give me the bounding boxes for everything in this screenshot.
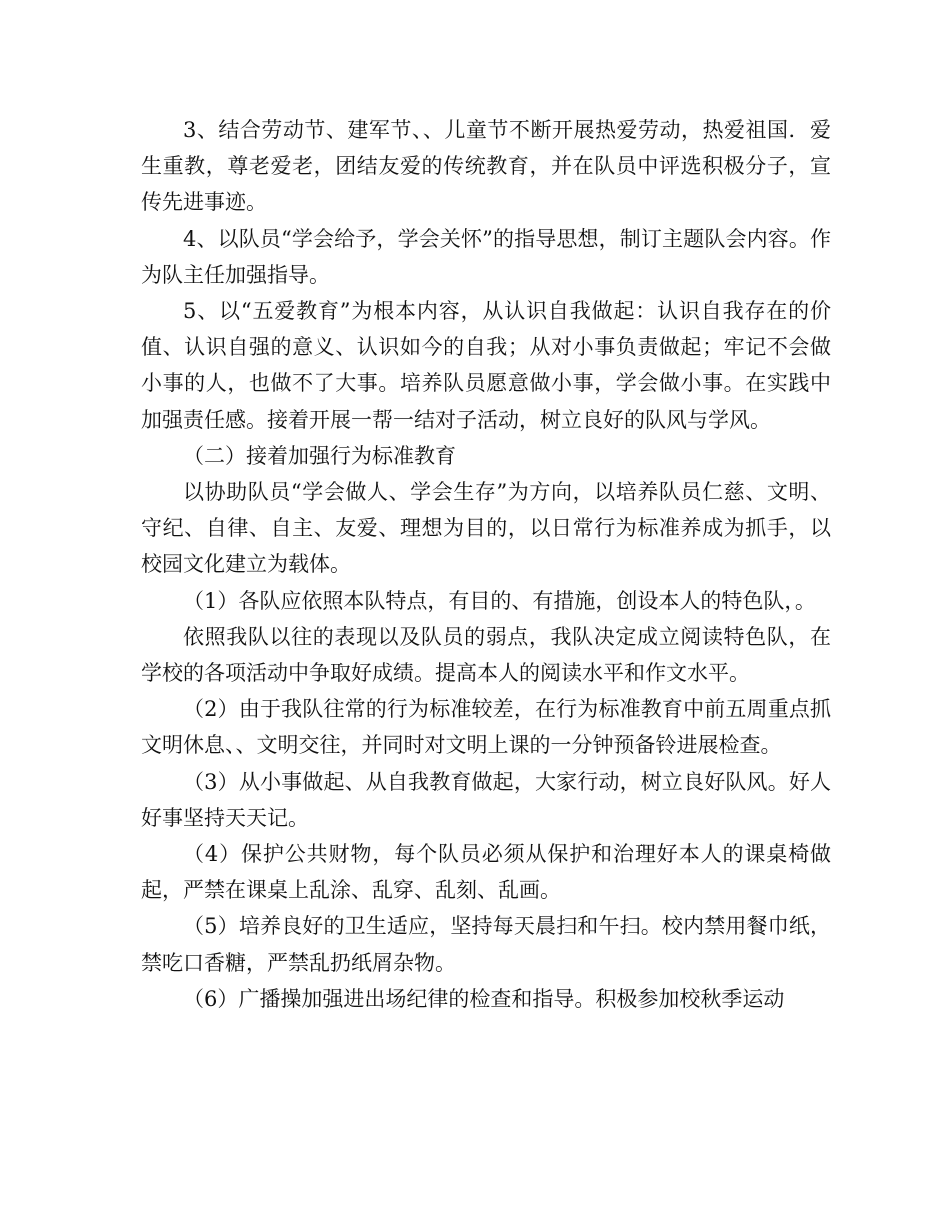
section-heading: （二）接着加强行为标准教育 bbox=[183, 443, 456, 468]
paragraph-item-3b: （3）从小事做起、从自我教育做起，大家行动，树立良好队风。好人好事坚持天天记。 bbox=[141, 769, 831, 830]
paragraph-item-4: 4、以队员“学会给予，学会关怀”的指导思想，制订主题队会内容。作为队主任加强指导。 bbox=[141, 226, 831, 287]
paragraph-item-4b: （4）保护公共财物，每个队员必须从保护和治理好本人的课桌椅做起，严禁在课桌上乱涂、乱穿、乱刻、乱画。 bbox=[141, 842, 831, 903]
paragraph-item-5: 5、以“五爱教育”为根本内容，从认识自我做起：认识自我存在的价值、认识自强的意义、认识如今的自我；从对小事负责做起；牢记不会做小事的人，也做不了大事。培养队员愿意做小事，学会做小事。在实践中加强责任感。接着开展一帮一结对子活动，树立良好的队风与学风。 bbox=[141, 299, 831, 432]
document-body bbox=[141, 112, 831, 1017]
paragraph-item-2: （2）由于我队往常的行为标准较差，在行为标准教育中前五周重点抓文明休息、、文明交往，并同时对文明上课的一分钟预备铃进展检查。 bbox=[141, 697, 831, 758]
paragraph-item-6: （6）广播操加强进出场纪律的检查和指导。积极参加校秋季运动 bbox=[183, 986, 785, 1011]
section-intro-paragraph: 以协助队员“学会做人、学会生存”为方向，以培养队员仁慈、文明、守纪、自律、自主、友爱、理想为目的，以日常行为标准养成为抓手，以校园文化建立为载体。 bbox=[141, 480, 831, 577]
paragraph-item-5b: （5）培养良好的卫生适应，坚持每天晨扫和午扫。校内禁用餐巾纸，禁吃口香糖，严禁乱扔纸屑杂物。 bbox=[141, 914, 831, 975]
paragraph-item-3: 3、结合劳动节、建军节、、儿童节不断开展热爱劳动，热爱祖国．爱生重教，尊老爱老，团结友爱的传统教育，并在队员中评选积极分子，宣传先进事迹。 bbox=[141, 118, 831, 215]
paragraph-item-1: （1）各队应依照本队特点，有目的、有措施，创设本人的特色队，。 bbox=[183, 588, 816, 613]
reading-team-paragraph: 依照我队以往的表现以及队员的弱点，我队决定成立阅读特色队，在学校的各项活动中争取好成绩。提高本人的阅读水平和作文水平。 bbox=[141, 624, 831, 686]
